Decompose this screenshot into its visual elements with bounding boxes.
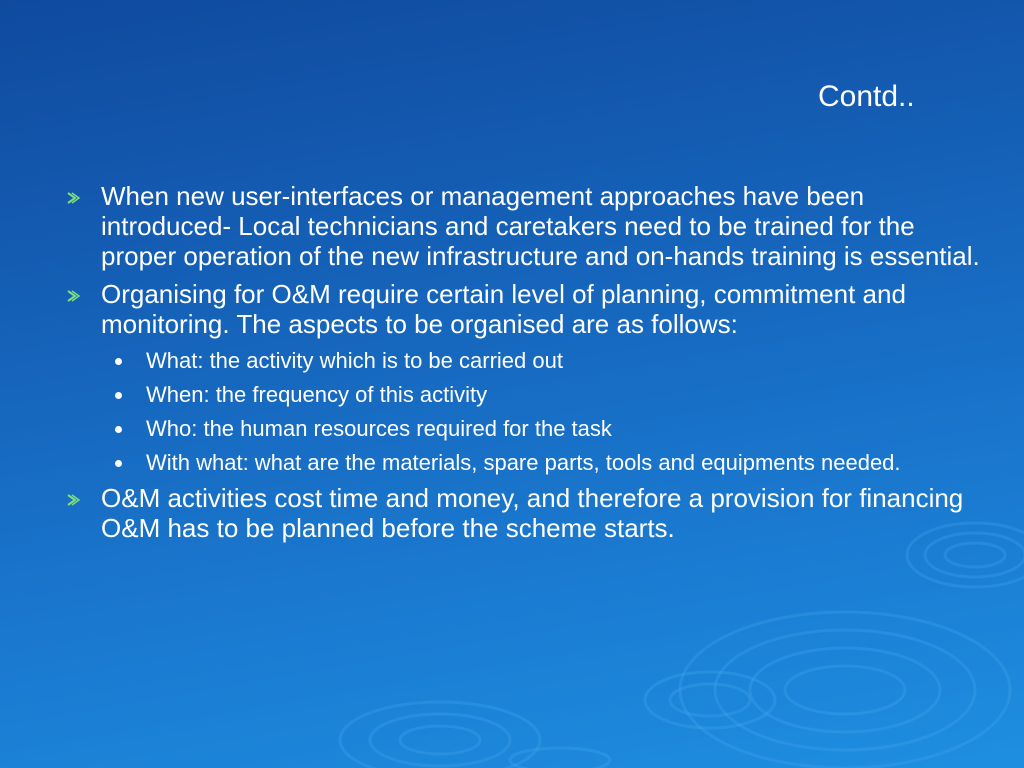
sub-bullet-with-what [62,449,982,476]
bullet-text: Organising for O&M require certain level of planning, commitment and monitoring. The aspects to be organised are as follows: [101,279,906,339]
sub-bullet-list [62,347,982,476]
slide-title: Contd.. [818,80,915,113]
bullet-list [62,181,982,551]
dot-bullet-icon [115,460,122,467]
sub-bullet-who [62,415,982,442]
dot-bullet-icon [115,426,122,433]
arrow-bullet-icon [67,494,81,506]
bullet-item-financing [62,483,982,543]
bullet-text: When new user-interfaces or management approaches have been introduced- Local technicians and caretakers need to be trained for the proper operation of the new infrastructure and on-hands training is essential. [101,181,980,271]
bullet-text: O&M activities cost time and money, and therefore a provision for financing O&M has to be planned before the scheme starts. [101,483,964,543]
bullet-item-retraining [62,181,982,271]
sub-bullet-text: Who: the human resources required for the task [146,416,612,441]
arrow-bullet-icon [67,192,81,204]
sub-bullet-when [62,381,982,408]
sub-bullet-what [62,347,982,374]
arrow-bullet-icon [67,290,81,302]
sub-bullet-text: With what: what are the materials, spare parts, tools and equipments needed. [146,450,901,475]
sub-bullet-text: When: the frequency of this activity [146,382,488,407]
dot-bullet-icon [115,358,122,365]
dot-bullet-icon [115,392,122,399]
bullet-item-organising [62,279,982,339]
sub-bullet-text: What: the activity which is to be carried out [146,348,563,373]
